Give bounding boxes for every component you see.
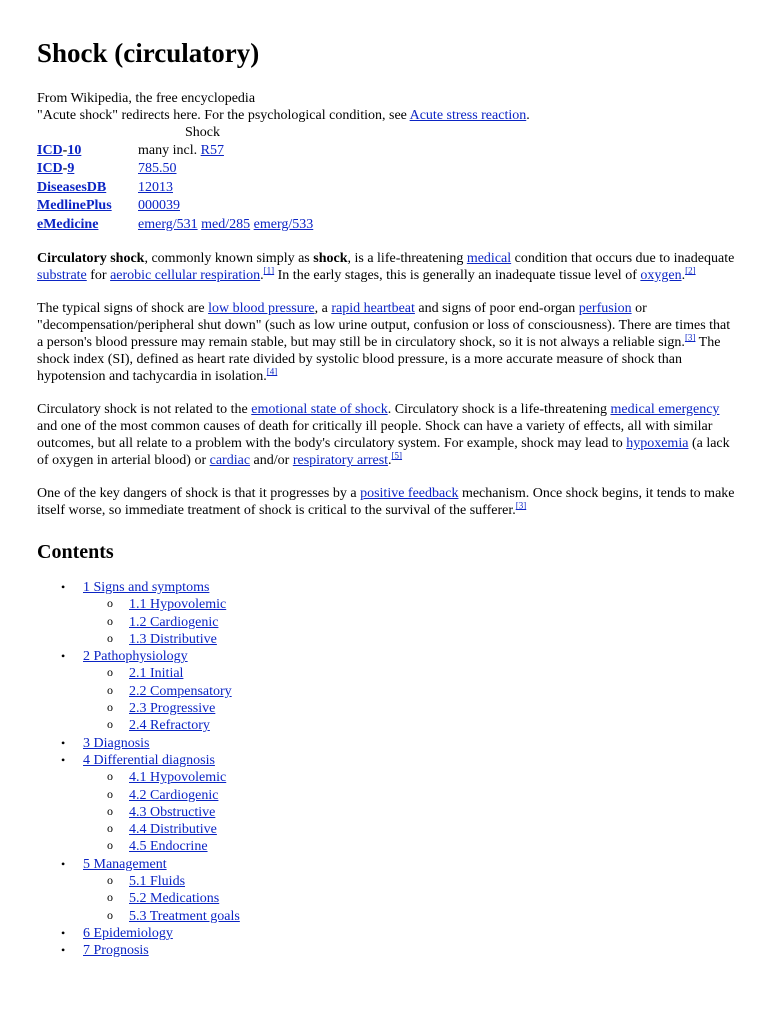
infobox-row [37, 160, 313, 178]
link-low-blood-pressure[interactable]: low blood pressure [208, 300, 315, 316]
infobox-row [37, 179, 313, 197]
toc-link[interactable]: 1 Signs and symptoms [83, 579, 210, 595]
toc-item [37, 648, 737, 734]
toc-sublist [83, 769, 737, 855]
toc-sublink[interactable]: 4.1 Hypovolemic [129, 770, 227, 786]
paragraph-relation [37, 401, 737, 469]
text: mechanism. Once shock begins, it tends to make itself worse, so immediate treatment of shock is critical to the survival of the sufferer. [37, 485, 735, 518]
toc-subitem [83, 838, 737, 855]
toc-sublist [83, 873, 737, 925]
toc-subitem [83, 700, 737, 717]
toc-subitem [83, 596, 737, 613]
infobox-label-link[interactable]: ICD [37, 143, 63, 158]
paragraph-signs [37, 300, 737, 385]
toc-link[interactable]: 7 Prognosis [83, 943, 149, 959]
infobox-label [37, 197, 138, 215]
text: condition that occurs due to inadequate [511, 250, 735, 266]
toc-item [37, 752, 737, 856]
citation-ref[interactable]: [5] [391, 450, 403, 461]
table-of-contents [37, 579, 737, 960]
toc-subitem [83, 683, 737, 700]
redirect-end: . [526, 108, 530, 123]
toc-sublink[interactable]: 4.3 Obstructive [129, 804, 216, 820]
text: . [681, 267, 686, 283]
text: and one of the most common causes of death for critically ill people. Shock can have a variety of effects, all with similar outcomes, but all relate to a problem with the body's circulatory system. For example, shock may lead to [37, 418, 713, 451]
paragraph-dangers [37, 485, 737, 519]
infobox-row [37, 216, 313, 234]
infobox-value-text: many incl. [138, 143, 201, 158]
text: for [86, 267, 111, 283]
page-title: Shock (circulatory) [37, 38, 260, 68]
infobox-label [37, 216, 138, 234]
infobox-value-link[interactable]: emerg/531 [138, 216, 198, 232]
toc-link[interactable]: 2 Pathophysiology [83, 649, 188, 665]
link-substrate[interactable]: substrate [37, 267, 87, 283]
redirect-text: "Acute shock" redirects here. For the psychological condition, see [37, 108, 410, 123]
infobox-row [37, 142, 313, 160]
toc-sublink[interactable]: 1.2 Cardiogenic [129, 614, 219, 630]
link-aerobic-cellular-respiration[interactable]: aerobic cellular respiration [110, 267, 261, 283]
infobox-value-link[interactable]: 12013 [138, 179, 173, 195]
link-medical-emergency[interactable]: medical emergency [610, 401, 720, 417]
toc-sublist [83, 596, 737, 648]
citation-ref[interactable]: [2] [685, 265, 696, 276]
toc-sublink[interactable]: 2.1 Initial [129, 666, 184, 682]
toc-subitem [83, 665, 737, 682]
infobox-label [37, 179, 138, 197]
citation-ref[interactable]: [3] [684, 332, 696, 343]
text: . [388, 452, 392, 468]
text: Circulatory shock is not related to the [37, 401, 252, 417]
toc-item [37, 942, 737, 959]
link-medical[interactable]: medical [466, 250, 512, 266]
toc-item [37, 579, 737, 648]
citation-ref[interactable]: [3] [515, 500, 527, 511]
infobox-row [37, 197, 313, 215]
infobox-value [138, 160, 313, 178]
link-positive-feedback[interactable]: positive feedback [360, 485, 459, 501]
link-cardiac[interactable]: cardiac [209, 452, 251, 468]
citation-ref[interactable]: [1] [263, 265, 275, 276]
link-acute-stress-reaction[interactable]: Acute stress reaction [409, 108, 527, 123]
toc-sublink[interactable]: 2.3 Progressive [129, 701, 216, 717]
text: (a lack of oxygen in arterial blood) or [37, 435, 730, 468]
infobox-value-link[interactable]: 000039 [138, 198, 180, 214]
text: or "decompensation/peripheral shut down" (such as low urine output, confusion or loss of consciousness). There are times that a person's blood pressure may remain stable, but may still be in circulatory shock, so it is not always a reliable sign. [37, 300, 731, 350]
infobox-value-link[interactable]: R57 [200, 143, 224, 158]
redirect-hatnote [37, 107, 737, 124]
toc-sublink[interactable]: 2.2 Compensatory [129, 683, 232, 699]
text: , is a life-threatening [347, 250, 467, 266]
link-oxygen[interactable]: oxygen [640, 267, 682, 283]
infobox-title: Shock [185, 125, 220, 140]
link-hypoxemia[interactable]: hypoxemia [626, 435, 689, 451]
toc-sublink[interactable]: 4.5 Endocrine [129, 839, 208, 855]
link-perfusion[interactable]: perfusion [578, 300, 632, 316]
toc-sublist [83, 665, 737, 734]
infobox-label-sep: - [62, 143, 68, 158]
bold-term: Circulatory shock [37, 250, 145, 266]
text: One of the key dangers of shock is that it progresses by a [37, 485, 361, 501]
infobox-value [138, 179, 313, 197]
text: The typical signs of shock are [37, 300, 209, 316]
site-subtitle: From Wikipedia, the free encyclopedia [37, 91, 256, 106]
toc-link[interactable]: 3 Diagnosis [83, 735, 150, 751]
text: , a [314, 300, 332, 316]
toc-item [37, 856, 737, 925]
toc-sublink[interactable]: 5.3 Treatment goals [129, 908, 240, 924]
infobox-value-link[interactable]: med/285 [201, 216, 251, 232]
contents-heading: Contents [37, 540, 114, 563]
toc-subitem [83, 787, 737, 804]
text: . [260, 267, 264, 283]
bold-term: shock [313, 250, 348, 266]
toc-item [37, 735, 737, 752]
toc-sublink[interactable]: 4.4 Distributive [129, 822, 217, 838]
toc-sublink[interactable]: 1.3 Distributive [129, 631, 217, 647]
toc-subitem [83, 821, 737, 838]
toc-item [37, 925, 737, 942]
infobox-label-sep: - [62, 161, 68, 177]
paragraph-intro [37, 250, 737, 284]
infobox-value-link[interactable]: 785.50 [138, 161, 177, 177]
toc-sublink[interactable]: 5.1 Fluids [129, 874, 186, 889]
toc-subitem [83, 908, 737, 925]
infobox-label-link[interactable]: DiseasesDB [37, 179, 107, 195]
link-rapid-heartbeat[interactable]: rapid heartbeat [331, 300, 415, 316]
infobox-label-link[interactable]: eMedicine [37, 216, 99, 232]
infobox-label-link[interactable]: 9 [67, 161, 75, 177]
infobox-label-link[interactable]: 10 [67, 143, 82, 158]
infobox-value [138, 197, 313, 215]
infobox [37, 142, 313, 234]
link-respiratory-arrest[interactable]: respiratory arrest [292, 452, 389, 468]
toc-link[interactable]: 6 Epidemiology [83, 925, 173, 941]
text: . Circulatory shock is a life-threatening [387, 401, 611, 417]
text: and signs of poor end-organ [414, 300, 579, 316]
infobox-value [138, 142, 313, 160]
toc-subitem [83, 890, 737, 907]
text: The shock index (SI), defined as heart rate divided by systolic blood pressure, is a more accurate measure of shock than hypotension and tachycardia in isolation. [37, 334, 721, 384]
toc-subitem [83, 614, 737, 631]
text: , commonly known simply as [144, 250, 314, 266]
toc-sublink[interactable]: 1.1 Hypovolemic [129, 597, 227, 613]
infobox-label-link[interactable]: ICD [37, 161, 63, 177]
toc-sublink[interactable]: 4.2 Cardiogenic [129, 787, 219, 803]
toc-subitem [83, 631, 737, 648]
toc-link[interactable]: 5 Management [83, 856, 167, 872]
toc-subitem [83, 717, 737, 734]
toc-subitem [83, 873, 737, 890]
text: In the early stages, this is generally an inadequate tissue level of [274, 267, 641, 283]
infobox-label [37, 142, 138, 160]
text: and/or [250, 452, 293, 468]
infobox-label-link[interactable]: MedlinePlus [37, 198, 112, 214]
toc-subitem [83, 804, 737, 821]
citation-ref[interactable]: [4] [266, 366, 278, 377]
toc-sublink[interactable]: 2.4 Refractory [129, 718, 210, 734]
infobox-value [138, 216, 313, 234]
infobox-label [37, 160, 138, 178]
link-emotional-state-of-shock[interactable]: emotional state of shock [251, 401, 388, 417]
toc-link[interactable]: 4 Differential diagnosis [83, 752, 215, 768]
infobox-value-link[interactable]: emerg/533 [253, 216, 314, 232]
toc-subitem [83, 769, 737, 786]
toc-sublink[interactable]: 5.2 Medications [129, 891, 220, 907]
